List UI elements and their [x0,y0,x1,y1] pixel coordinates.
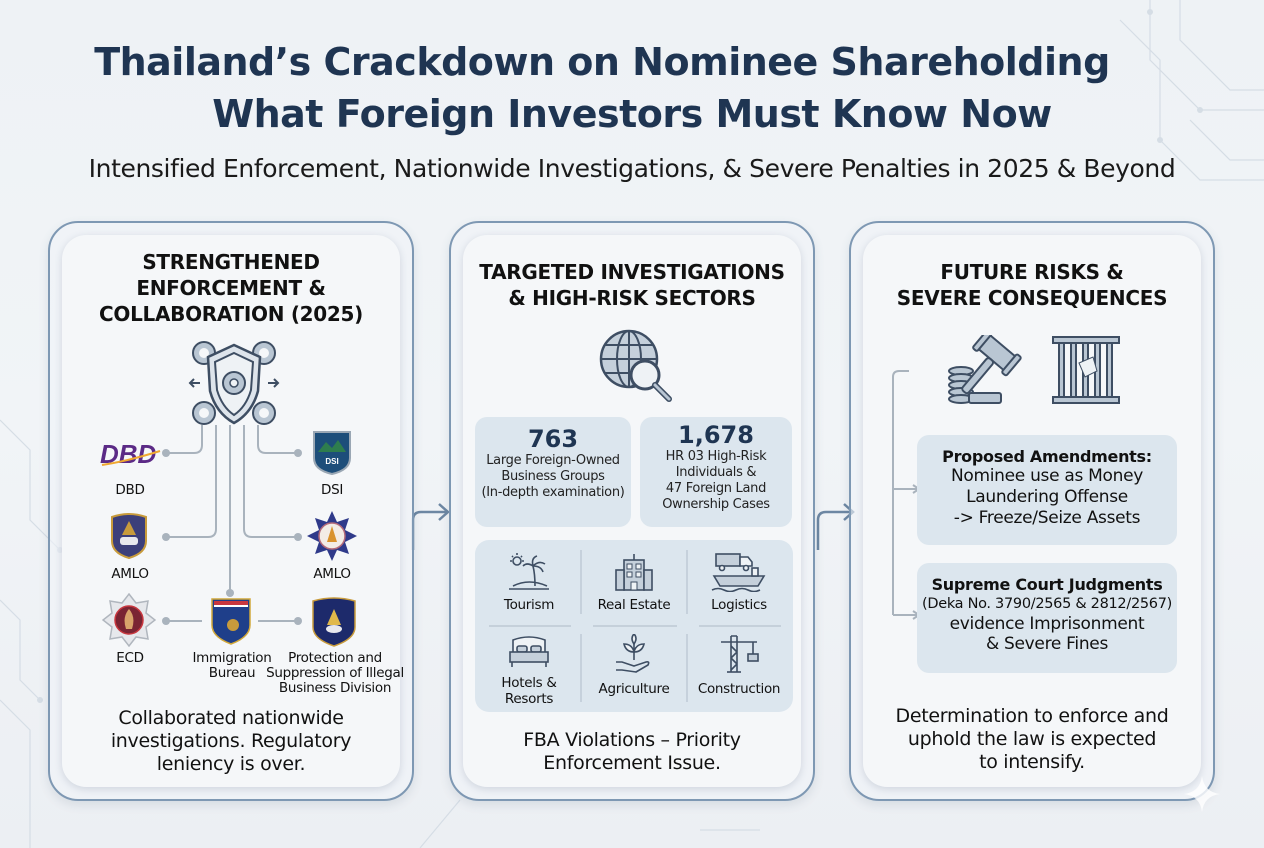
agency-label-line: Bureau [208,665,256,681]
caption-line: investigations. Regulatory [110,730,352,752]
stat-description-line: Business Groups [501,469,605,484]
crane-icon [717,634,761,674]
sector-logistics [687,552,791,613]
caption-line: Enforcement Issue. [543,752,721,774]
panel-title-line: SEVERE CONSEQUENCES [896,286,1168,310]
panel-title-line: STRENGTHENED [142,250,320,274]
building-icon [612,552,656,592]
panel-title-line: TARGETED INVESTIGATIONS [479,260,785,284]
panel-title [863,259,1201,311]
sector-tourism [477,552,581,613]
sector-agriculture [582,634,686,697]
gavel-coins-icon [947,335,1037,407]
pslb-emblem [311,595,357,647]
panel-caption [863,705,1201,774]
amlo-star-emblem [306,510,358,562]
agency-label-dbd: DBD [115,482,145,498]
info-box-line: & Severe Fines [985,634,1109,654]
page-title-line-1: Thailand’s Crackdown on Nominee Shareholding [94,40,1110,84]
sector-label: Agriculture [598,681,670,697]
panel-enforcement-collaboration [48,221,414,801]
panel-inner-card [463,235,801,787]
truck-ship-icon [710,552,768,592]
stat-description-line: HR 03 High-Risk [665,449,767,464]
ecd-emblem [102,593,156,647]
stat-value: 763 [527,425,579,453]
sector-real-estate [582,552,686,613]
panel-title-line: COLLABORATION (2025) [99,302,363,326]
agency-label-amlo: AMLO [111,566,149,582]
sector-label-line: Resorts [504,691,554,707]
panel-title [463,259,801,311]
caption-line: leniency is over. [156,753,306,775]
svg-text:DBD: DBD [100,439,157,469]
sector-label: Construction [697,681,781,697]
agency-label-pslb [262,651,408,696]
stat-description-line: Individuals & [675,465,757,480]
info-box-title: Supreme Court Judgments [931,575,1163,594]
info-box-line: Nominee use as Money [950,466,1144,486]
sparkle-icon [1182,774,1222,814]
info-box-line: (Deka No. 3790/2565 & 2812/2567) [921,596,1173,612]
panel-future-risks [849,221,1215,801]
sector-construction [687,634,791,697]
panel-targeted-investigations [449,221,815,801]
info-box-body [917,594,1177,654]
agency-label-line: Immigration [192,650,272,666]
info-box-title: Proposed Amendments: [942,447,1152,466]
sector-label: Real Estate [597,597,671,613]
panel-title-line: ENFORCEMENT & [136,276,326,300]
stat-description [640,449,792,513]
amlo-shield-emblem [108,511,150,559]
stat-description-line: (In-depth examination) [481,485,625,500]
stat-value: 1,678 [678,421,754,449]
panel-inner-card [62,235,404,787]
info-box-proposed-amendments [917,435,1177,545]
panel-title-line: FUTURE RISKS & [940,260,1124,284]
bed-icon [507,634,551,670]
panel-caption [463,729,801,775]
globe-search-icon [593,323,679,409]
agency-label-line: Suppression of Illegal [266,665,404,681]
stat-description-line: Ownership Cases [662,497,770,512]
info-box-line: Laundering Offense [966,487,1128,507]
panel-title-line: & HIGH-RISK SECTORS [508,286,756,310]
immigration-bureau-emblem [210,595,252,645]
agency-label-amlo: AMLO [313,566,351,582]
agency-label-ecd: ECD [116,650,144,666]
page-title-line-2: What Foreign Investors Must Know Now [212,92,1052,136]
plant-hand-icon [612,634,656,674]
panel-inner-card [863,235,1201,787]
info-box-supreme-court-judgments [917,563,1177,673]
shield-gears-icon [186,335,282,431]
caption-line: FBA Violations – Priority [523,729,741,751]
agency-label-line: Protection and [288,650,382,666]
caption-line: Collaborated nationwide [118,707,344,729]
panel-title [62,249,400,327]
dsi-emblem [310,428,354,476]
island-palm-icon [507,552,551,592]
page-subtitle: Intensified Enforcement, Nationwide Investigations, & Severe Penalties in 2025 & Beyond [88,154,1176,183]
high-risk-sectors-grid [475,540,793,712]
sector-label: Logistics [711,597,767,613]
stat-card-business-groups [475,417,631,527]
svg-text:DSI: DSI [325,457,339,466]
sector-label-line: Hotels & [501,675,557,691]
caption-line: to intensify. [979,751,1085,773]
panel-caption [62,707,400,776]
sector-label: Tourism [503,597,555,613]
stat-description-line: 47 Foreign Land [665,481,767,496]
caption-line: uphold the law is expected [907,728,1157,750]
info-box-line: -> Freeze/Seize Assets [953,508,1141,528]
sector-hotels-resorts [477,634,581,707]
caption-line: Determination to enforce and [895,705,1169,727]
dbd-logo [98,439,168,469]
info-box-line: evidence Imprisonment [949,614,1145,634]
info-box-body [917,466,1177,529]
stat-card-high-risk-individuals [640,417,792,527]
stat-description-line: Large Foreign-Owned [486,453,620,468]
stat-description [475,453,631,501]
jail-bars-icon [1051,335,1121,405]
agency-label-line: Business Division [278,680,392,696]
sector-label [477,675,581,707]
agency-label-dsi: DSI [320,482,344,498]
